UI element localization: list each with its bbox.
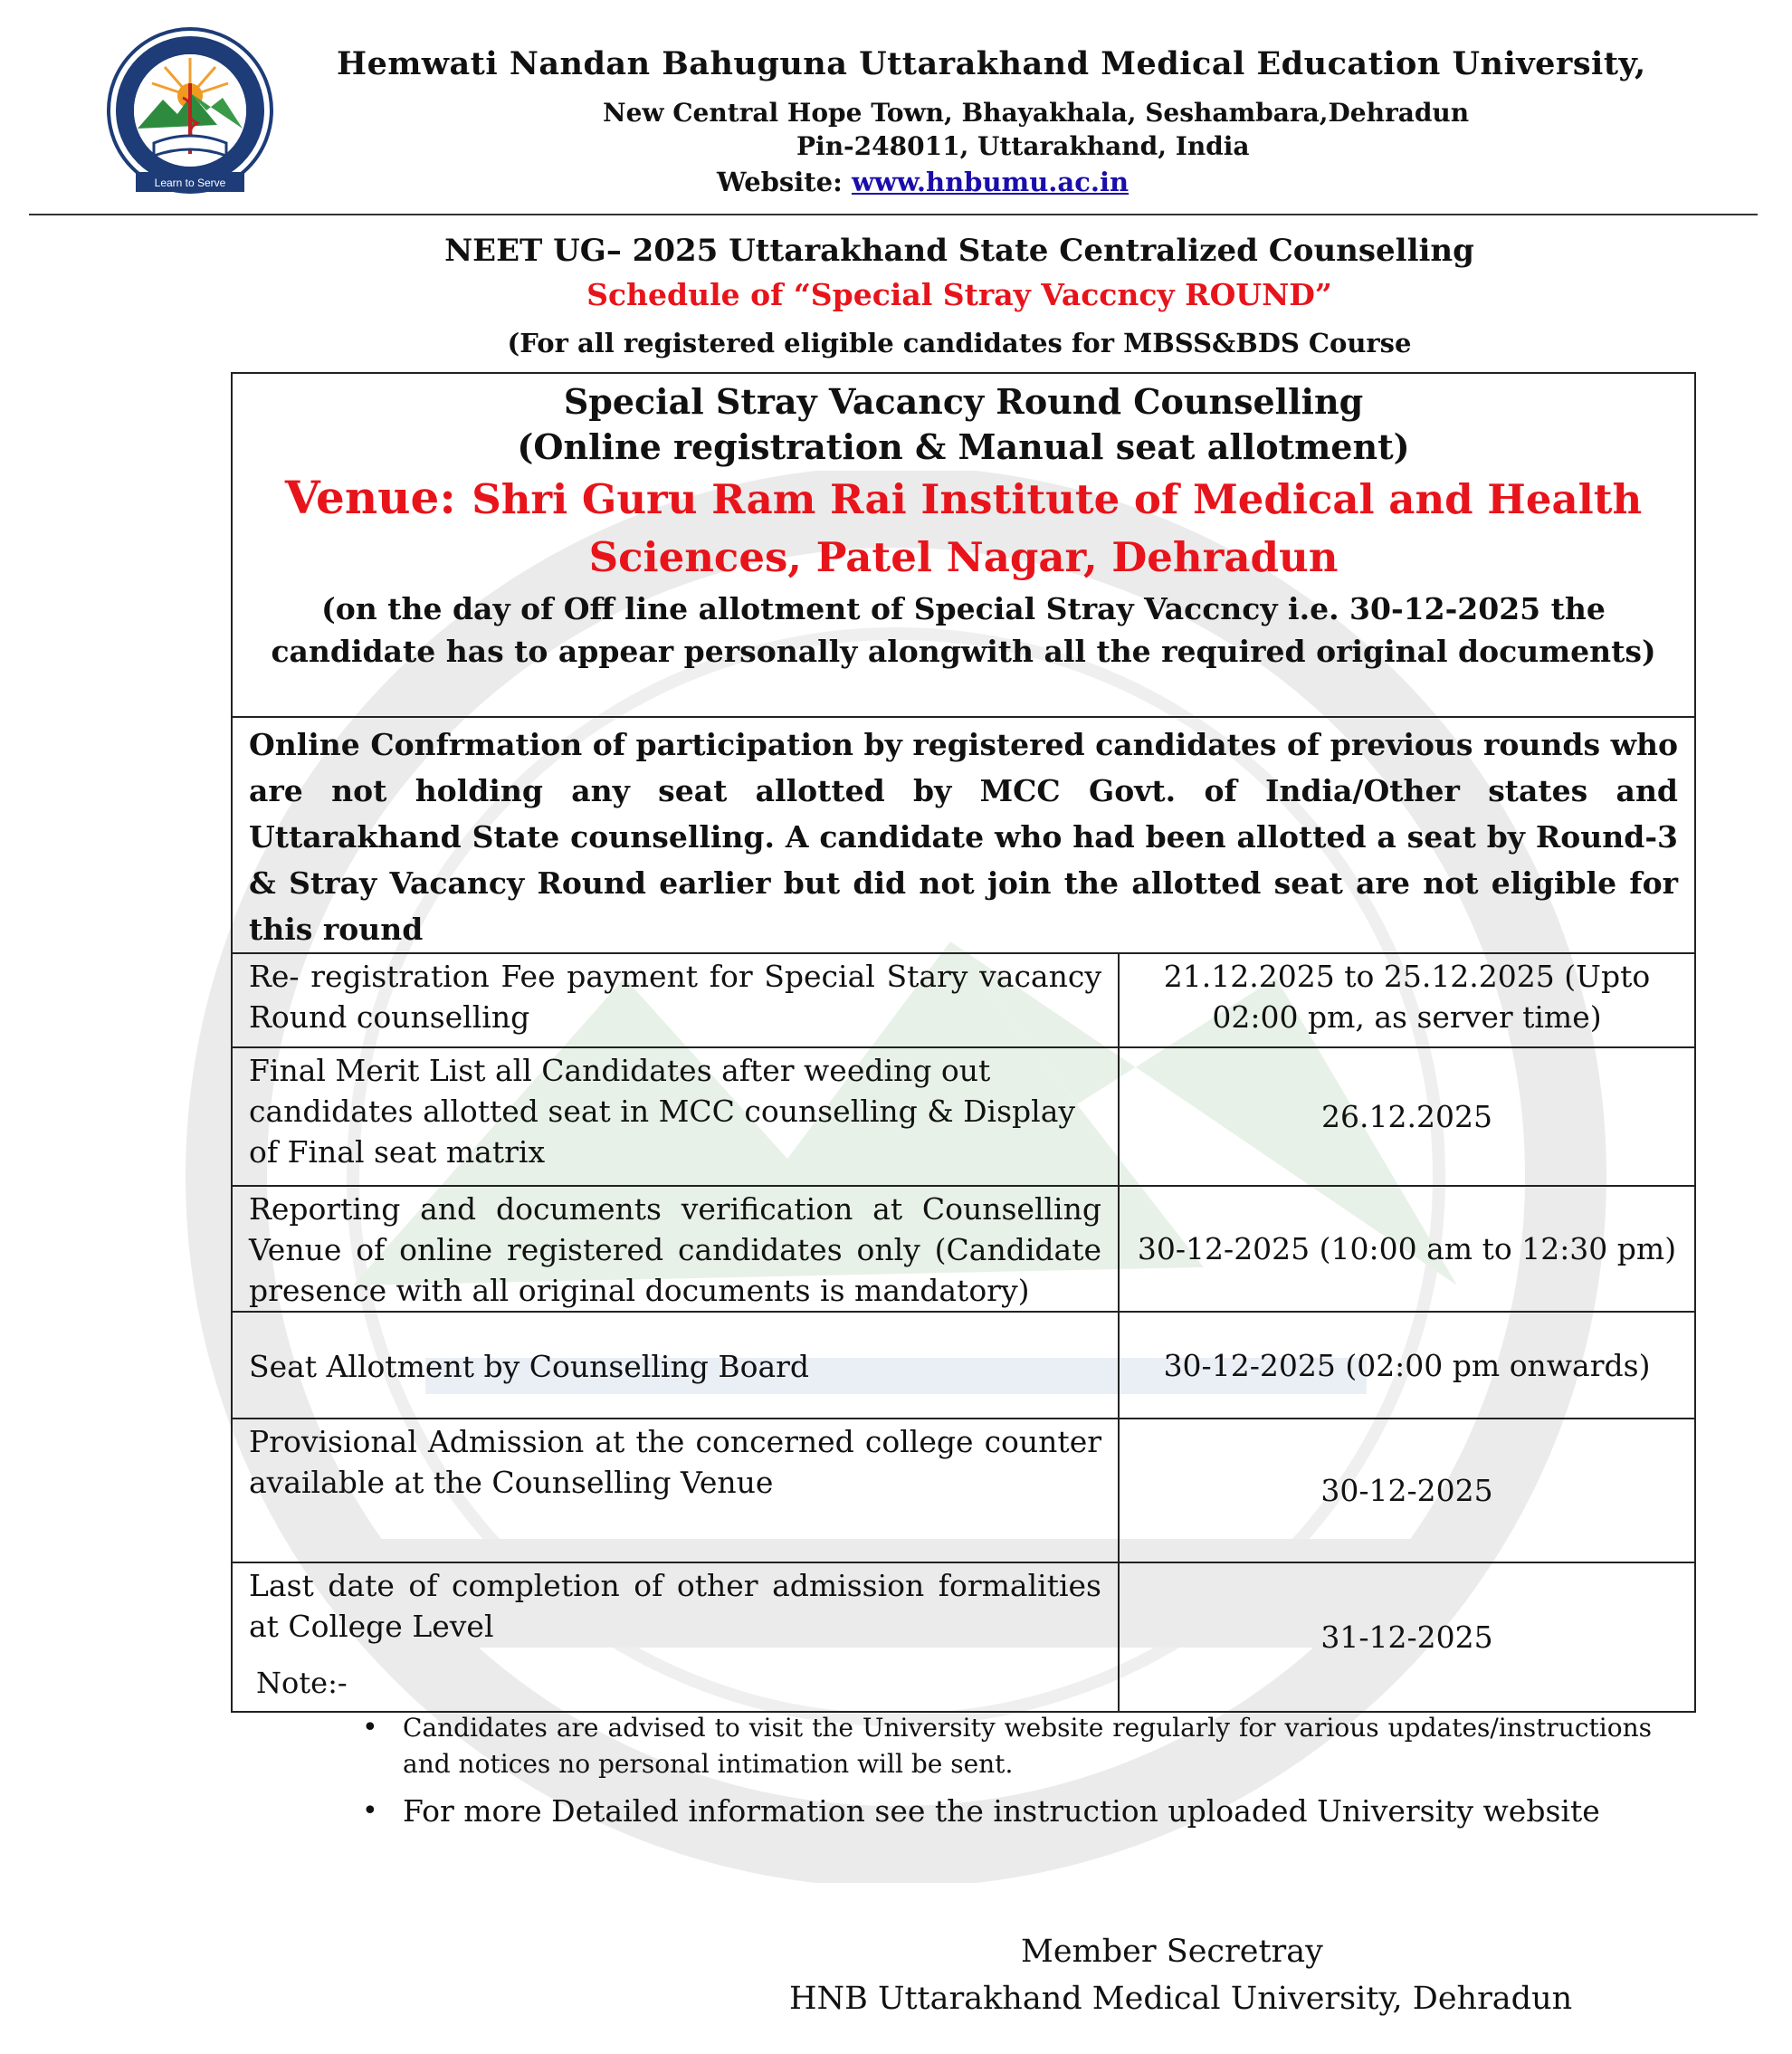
round-title: Special Stray Vacancy Round Counselling — [563, 381, 1364, 422]
confirmation-text: Online Confrmation of participation by registered candidates of previous rounds who are not holding any seat allotted by MCC Govt. of India/Other states and Uttarakhand State counselling. A candidate who had been allotted a seat by Round-3 & Stray Vacancy Round earlier but did not join the allotted seat are not eligible for this round — [232, 717, 1695, 953]
venue — [249, 470, 1678, 588]
event-cell: Last date of completion of other admission formalities at College Level — [232, 1562, 1119, 1712]
date-cell: 30-12-2025 (10:00 am to 12:30 pm) — [1119, 1186, 1695, 1312]
event-cell: Final Merit List all Candidates after weeding out candidates allotted seat in MCC counselling & Display of Final seat matrix — [232, 1047, 1119, 1186]
schedule-table — [231, 372, 1696, 1713]
venue-text: Shri Guru Ram Rai Institute of Medical and Health Sciences, Patel Nagar, Dehradun — [472, 475, 1643, 581]
table-row — [232, 953, 1695, 1047]
list-item — [362, 1791, 1652, 1831]
main-title: NEET UG– 2025 Uttarakhand State Centralized Counselling — [444, 233, 1474, 269]
table-row — [232, 1047, 1695, 1186]
bullet-icon: • — [362, 1795, 378, 1827]
venue-label: Venue: — [284, 471, 472, 524]
table-row — [232, 1186, 1695, 1312]
website-label: Website: — [717, 167, 852, 197]
event-cell: Seat Allotment by Counselling Board — [232, 1312, 1119, 1419]
event-cell: Re- registration Fee payment for Special Stary vacancy Round counselling — [232, 953, 1119, 1047]
notes-list — [362, 1710, 1652, 1831]
event-cell: Provisional Admission at the concerned college counter available at the Counselling Venue — [232, 1419, 1119, 1562]
intro-row — [232, 373, 1695, 717]
date-cell: 21.12.2025 to 25.12.2025 (Upto 02:00 pm, as server time) — [1119, 953, 1695, 1047]
logo-motto: Learn to Serve — [154, 177, 226, 189]
address-line-1: New Central Hope Town, Bhayakhala, Seshambara,Dehradun — [603, 98, 1470, 128]
address-line-2: Pin-248011, Uttarakhand, India — [796, 131, 1250, 161]
event-cell: Reporting and documents verification at Counselling Venue of online registered candidates only (Candidate presence with all original documents is mandatory) — [232, 1186, 1119, 1312]
eligibility-line: (For all registered eligible candidates for MBSS&BDS Course — [507, 328, 1412, 358]
note-text: Candidates are advised to visit the University website regularly for various updates/instructions and notices no personal intimation will be sent. — [403, 1713, 1652, 1779]
table-row — [232, 1419, 1695, 1562]
date-cell: 30-12-2025 — [1119, 1419, 1695, 1562]
list-item — [362, 1710, 1652, 1782]
table-row — [232, 1562, 1695, 1712]
day-note: (on the day of Off line allotment of Special Stray Vaccncy i.e. 30-12-2025 the candidate has to appear personally alongwith all the required original documents) — [271, 591, 1656, 669]
signatory-title: Member Secretray — [1021, 1934, 1323, 1970]
signatory-organization: HNB Uttarakhand Medical University, Dehradun — [789, 1981, 1573, 2017]
note-text: For more Detailed information see the instruction uploaded University website — [403, 1793, 1600, 1829]
date-cell: 30-12-2025 (02:00 pm onwards) — [1119, 1312, 1695, 1419]
note-label: Note:- — [256, 1666, 348, 1700]
date-cell: 26.12.2025 — [1119, 1047, 1695, 1186]
schedule-title: Schedule of “Special Stray Vaccncy ROUND” — [586, 277, 1332, 312]
university-name: Hemwati Nandan Bahuguna Uttarakhand Medical Education University, — [337, 45, 1646, 82]
header-divider — [29, 214, 1758, 215]
website-link[interactable]: www.hnbumu.ac.in — [851, 167, 1130, 197]
date-cell: 31-12-2025 — [1119, 1562, 1695, 1712]
bullet-icon: • — [362, 1712, 378, 1744]
university-logo-icon — [100, 27, 281, 205]
round-subtitle: (Online registration & Manual seat allotment) — [517, 426, 1410, 467]
table-row — [232, 1312, 1695, 1419]
confirmation-row — [232, 717, 1695, 953]
website-line — [717, 167, 1129, 197]
intro-cell — [232, 373, 1695, 717]
